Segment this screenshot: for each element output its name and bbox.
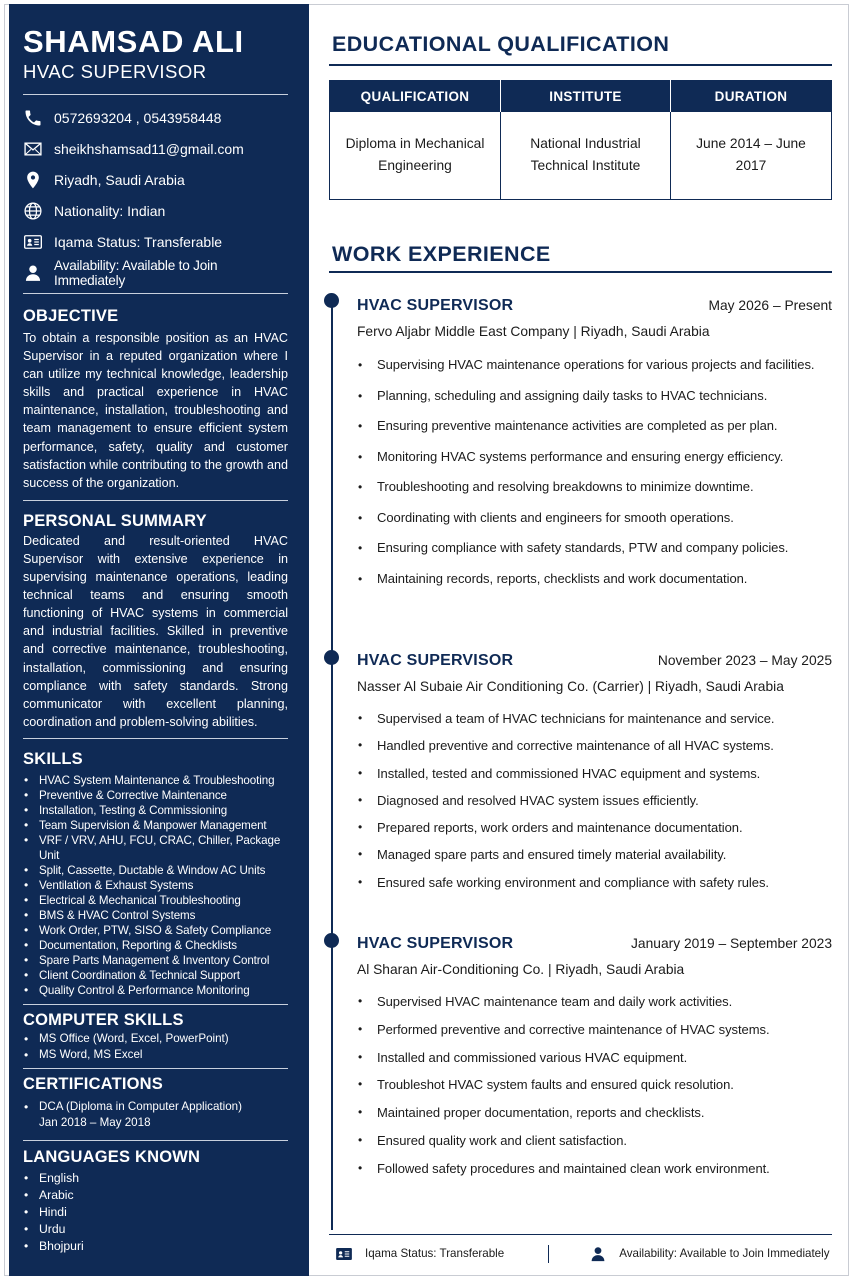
job-duty: • Maintained proper documentation, reports and checklists.: [357, 1099, 832, 1127]
job-duty: • Installed, tested and commissioned HVAC equipment and systems.: [357, 760, 832, 787]
certification-item: • DCA (Diploma in Computer Application): [23, 1099, 288, 1115]
job-duty: • Installed and commissioned various HVAC equipment.: [357, 1044, 832, 1072]
work-heading-rule: [329, 271, 832, 273]
job-duty: • Troubleshooting and resolving breakdowns to minimize downtime.: [357, 472, 832, 503]
job-duty: • Followed safety procedures and maintained clean work environment.: [357, 1155, 832, 1183]
contact-location: [23, 164, 288, 195]
job-duty: • Handled preventive and corrective maintenance of all HVAC systems.: [357, 732, 832, 759]
skill-item: • Preventive & Corrective Maintenance: [23, 788, 288, 803]
job-dates: November 2023 – May 2025: [657, 653, 832, 668]
phone-icon: [23, 108, 43, 128]
divider: [23, 1140, 288, 1141]
divider: [23, 293, 288, 294]
divider: [23, 1004, 288, 1005]
job-dates: May 2026 – Present: [708, 298, 832, 313]
education-col-institute: INSTITUTE: [501, 81, 671, 112]
job-entry: [357, 297, 832, 594]
objective-text: To obtain a responsible position as an HVAC Supervisor in a reputed organization where I can utilize my technical knowledge, leadership skills and practical experience in HVAC maintenance, installation, troubleshooting and team management to ensure efficient system performance, safety, quality and customer satisfaction while contributing to the growth and success of the organization.: [23, 331, 288, 490]
divider: [23, 500, 288, 501]
contact-email-text[interactable]: sheikhshamsad11@gmail.com: [54, 140, 244, 157]
computer-skills-heading: COMPUTER SKILLS: [23, 1010, 184, 1029]
job-duty: • Maintaining records, reports, checklists and work documentation.: [357, 564, 832, 595]
job-duty: • Coordinating with clients and engineers for smooth operations.: [357, 503, 832, 534]
job-title: HVAC SUPERVISOR: [357, 297, 514, 314]
skill-item: • Quality Control & Performance Monitoring: [23, 983, 288, 998]
contact-nationality: [23, 195, 288, 226]
job-duty: • Diagnosed and resolved HVAC system issues efficiently.: [357, 787, 832, 814]
computer-skill-item: • MS Word, MS Excel: [23, 1047, 288, 1063]
language-item: • Hindi: [23, 1204, 288, 1221]
location-pin-icon: [23, 170, 43, 190]
education-col-duration: DURATION: [671, 81, 832, 112]
skills-list: [23, 773, 288, 998]
skills-heading: SKILLS: [23, 749, 83, 768]
certification-dates: Jan 2018 – May 2018: [39, 1115, 151, 1129]
job-duty: • Troubleshot HVAC system faults and ensured quick resolution.: [357, 1071, 832, 1099]
skill-item: • Work Order, PTW, SISO & Safety Compliance: [23, 923, 288, 938]
job-duty: • Supervised HVAC maintenance team and daily work activities.: [357, 988, 832, 1016]
job-duty: • Managed spare parts and ensured timely material availability.: [357, 841, 832, 868]
divider: [23, 94, 288, 95]
education-cell-duration: June 2014 – June 2017: [696, 136, 806, 174]
skill-item: • Electrical & Mechanical Troubleshooting: [23, 893, 288, 908]
job-duty: • Supervising HVAC maintenance operations for various projects and facilities.: [357, 350, 832, 381]
job-title: HVAC SUPERVISOR: [357, 652, 514, 669]
job-company: Al Sharan Air-Conditioning Co. | Riyadh, Saudi Arabia: [357, 962, 685, 977]
contact-availability: [23, 257, 288, 288]
education-col-qualification: QUALIFICATION: [330, 81, 501, 112]
id-card-icon: [335, 1245, 353, 1263]
skill-item: • Ventilation & Exhaust Systems: [23, 878, 288, 893]
contact-phone-text: 0572693204 , 0543958448: [54, 109, 222, 126]
skill-item: • Team Supervision & Manpower Management: [23, 818, 288, 833]
skill-item: • BMS & HVAC Control Systems: [23, 908, 288, 923]
computer-skill-item: • MS Office (Word, Excel, PowerPoint): [23, 1031, 288, 1047]
globe-icon: [23, 201, 43, 221]
timeline-dot: [324, 650, 339, 665]
job-duty: • Supervised a team of HVAC technicians for maintenance and service.: [357, 705, 832, 732]
person-icon: [23, 263, 43, 283]
personal-summary-heading: PERSONAL SUMMARY: [23, 511, 207, 530]
job-title: HVAC SUPERVISOR: [357, 935, 514, 952]
education-heading-rule: [329, 64, 832, 66]
education-cell-institute: National Industrial Technical Institute: [501, 112, 671, 200]
education-table: [329, 80, 832, 200]
job-duty: • Ensuring preventive maintenance activities are completed as per plan.: [357, 411, 832, 442]
skill-item: • Installation, Testing & Commissioning: [23, 803, 288, 818]
education-cell-qualification: Diploma in Mechanical Engineering: [330, 112, 501, 200]
contact-email: [23, 133, 288, 164]
job-duty: • Ensuring compliance with safety standards, PTW and company policies.: [357, 533, 832, 564]
certifications-list: [23, 1099, 288, 1115]
mail-icon: [23, 139, 43, 159]
divider: [23, 1068, 288, 1069]
language-item: • English: [23, 1170, 288, 1187]
certifications-heading: CERTIFICATIONS: [23, 1074, 163, 1093]
job-entry: [357, 652, 832, 896]
job-duty: • Prepared reports, work orders and maintenance documentation.: [357, 814, 832, 841]
timeline-dot: [324, 293, 339, 308]
job-duty: • Performed preventive and corrective maintenance of HVAC systems.: [357, 1016, 832, 1044]
work-heading: WORK EXPERIENCE: [332, 242, 551, 266]
language-item: • Urdu: [23, 1221, 288, 1238]
sidebar: [9, 4, 309, 1276]
job-company: Nasser Al Subaie Air Conditioning Co. (Carrier) | Riyadh, Saudi Arabia: [357, 679, 784, 694]
footer-availability: [589, 1245, 829, 1263]
education-heading: EDUCATIONAL QUALIFICATION: [332, 32, 670, 56]
contact-phone: [23, 102, 288, 133]
education-table-row: [330, 112, 832, 200]
objective-heading: OBJECTIVE: [23, 307, 119, 325]
skill-item: • Documentation, Reporting & Checklists: [23, 938, 288, 953]
job-company: Fervo Aljabr Middle East Company | Riyadh, Saudi Arabia: [357, 324, 710, 339]
id-card-icon: [23, 232, 43, 252]
contact-list: [23, 102, 288, 288]
skill-item: • Spare Parts Management & Inventory Control: [23, 953, 288, 968]
skill-item: • HVAC System Maintenance & Troubleshooting: [23, 773, 288, 788]
person-icon: [589, 1245, 607, 1263]
divider: [23, 738, 288, 739]
job-duty: • Planning, scheduling and assigning daily tasks to HVAC technicians.: [357, 381, 832, 412]
languages-list: [23, 1170, 288, 1255]
language-item: • Bhojpuri: [23, 1238, 288, 1255]
education-table-header-row: [330, 81, 832, 112]
personal-summary-text: Dedicated and result-oriented HVAC Supervisor with extensive experience in supervising maintenance operations, leading technical teams and ensuring smooth functioning of HVAC systems in commercial and industrial facilities. Skilled in preventive and corrective maintenance, troubleshooting, installation, commissioning and ensuring compliance with safety standards. Strong communicator with excellent planning, coordination and problem-solving abilities.: [23, 533, 288, 729]
job-duty: • Ensured quality work and client satisfaction.: [357, 1127, 832, 1155]
contact-nationality-text: Nationality: Indian: [54, 202, 166, 219]
contact-location-text: Riyadh, Saudi Arabia: [54, 171, 185, 188]
skill-item: • VRF / VRV, AHU, FCU, CRAC, Chiller, Package Unit: [23, 833, 288, 863]
job-duty: • Monitoring HVAC systems performance and ensuring energy efficiency.: [357, 442, 832, 473]
job-duties: [357, 350, 832, 594]
computer-skills-list: [23, 1031, 288, 1063]
footer-bar: [329, 1234, 832, 1272]
timeline-line: [331, 300, 333, 1230]
candidate-role: HVAC SUPERVISOR: [23, 61, 207, 82]
contact-availability-text: Availability: Available to Join Immediately: [54, 257, 218, 288]
job-dates: January 2019 – September 2023: [631, 936, 832, 951]
job-duties: [357, 988, 832, 1183]
footer-availability-text: Availability: Available to Join Immediately: [619, 1247, 830, 1260]
candidate-name: SHAMSAD ALI: [23, 24, 244, 59]
contact-iqama: [23, 226, 288, 257]
footer-divider: [548, 1245, 549, 1263]
timeline-dot: [324, 933, 339, 948]
job-duty: • Ensured safe working environment and compliance with safety rules.: [357, 869, 832, 896]
job-duties: [357, 705, 832, 896]
footer-iqama-text: Iqama Status: Transferable: [365, 1247, 505, 1260]
job-entry: [357, 935, 832, 1183]
skill-item: • Split, Cassette, Ductable & Window AC Units: [23, 863, 288, 878]
language-item: • Arabic: [23, 1187, 288, 1204]
languages-heading: LANGUAGES KNOWN: [23, 1147, 201, 1166]
skill-item: • Client Coordination & Technical Support: [23, 968, 288, 983]
contact-iqama-text: Iqama Status: Transferable: [54, 233, 223, 250]
footer-iqama: [335, 1245, 504, 1263]
